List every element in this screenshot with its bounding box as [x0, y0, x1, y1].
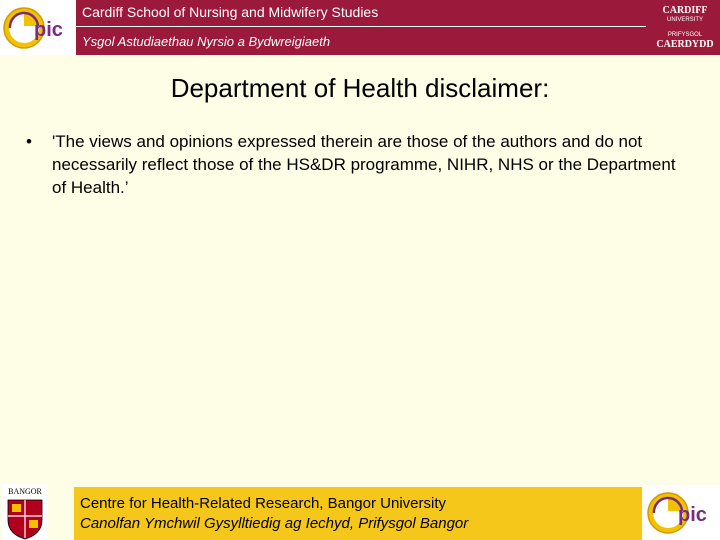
bullet-list — [24, 130, 694, 199]
bullet-text: 'The views and opinions expressed therein are those of the authors and do not necessarily reflect those of the HS&DR programme, NIHR, NHS or the Department of Health.’ — [52, 132, 676, 197]
epic-logo-icon — [0, 0, 76, 55]
bangor-university-logo — [2, 484, 48, 540]
bullet-item — [24, 130, 694, 199]
school-name-welsh: Ysgol Astudiaethau Nyrsio a Bydwreigiaeth — [82, 34, 331, 49]
cardiff-logo-text: UNIVERSITY — [666, 17, 704, 23]
footer-bar — [74, 487, 642, 540]
header-divider — [76, 26, 646, 27]
cardiff-university-logo — [654, 2, 716, 52]
school-name-english: Cardiff School of Nursing and Midwifery Studies — [82, 4, 379, 20]
epic-logo-text: pic — [34, 19, 63, 41]
bangor-logo-text: BANGOR — [8, 487, 42, 496]
cardiff-logo-text: CAERDYDD — [656, 39, 714, 50]
cardiff-logo-text: PRIFYSGOL — [667, 32, 703, 38]
footer-centre-name-english: Centre for Health-Related Research, Bangor University — [80, 495, 446, 512]
epic-logo-text: pic — [678, 504, 707, 526]
footer-centre-name-welsh: Canolfan Ymchwil Gysylltiedig ag Iechyd, Prifysgol Bangor — [80, 515, 469, 532]
header — [0, 0, 720, 55]
cardiff-logo-text: CARDIFF — [662, 5, 708, 16]
epic-logo-icon — [644, 485, 720, 540]
bullet-marker: • — [26, 132, 32, 151]
slide-title: Department of Health disclaimer: — [170, 73, 550, 103]
header-bar — [76, 0, 720, 55]
